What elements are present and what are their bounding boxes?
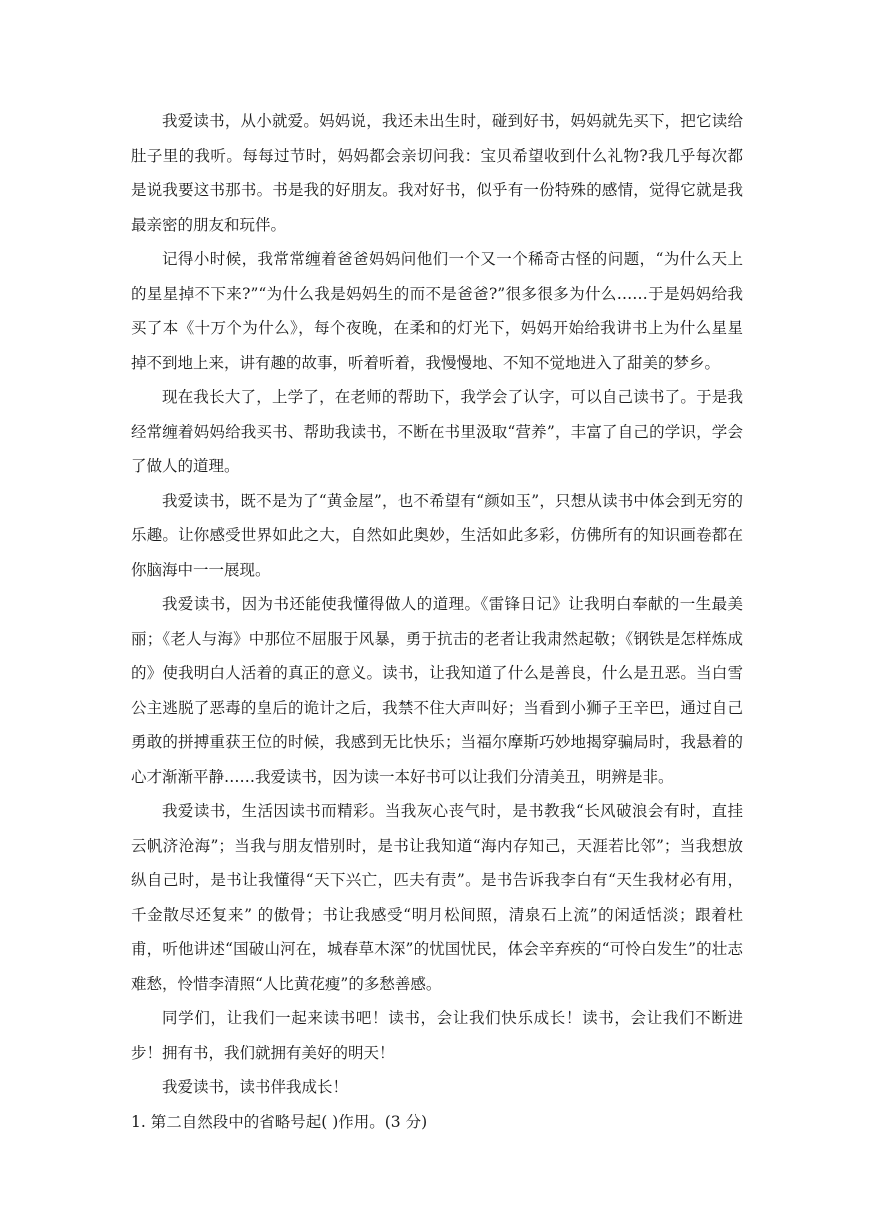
essay-body: [131, 104, 743, 1139]
paragraph-8: 我爱读书，读书伴我成长！: [162, 1078, 349, 1096]
paragraph-5: 我爱读书，因为书还能使我懂得做人的道理。《雷锋日记》让我明白奉献的一生最美丽；《老人与海》中那位不屈服于风暴，勇于抗击的老者让我肃然起敬；《钢铁是怎样炼成的》使我明白人活着的真正的意义。读书，让我知道了什么是善良，什么是丑恶。当白雪公主逃脱了恶毒的皇后的诡计之后，我禁不住大声叫好；当看到小狮子王辛巴，通过自己勇敢的拼搏重获王位的时候，我感到无比快乐；当福尔摩斯巧妙地揭穿骗局时，我悬着的心才渐渐平静……我爱读书，因为读一本好书可以让我们分清美丑，明辨是非。: [131, 595, 743, 786]
question-1: 1. 第二自然段中的省略号起( )作用。(3 分): [131, 1112, 428, 1131]
paragraph-2: 记得小时候，我常常缠着爸爸妈妈问他们一个又一个稀奇古怪的问题，“为什么天上的星星掉不下来?”“为什么我是妈妈生的而不是爸爸?”很多很多为什么……于是妈妈给我买了本《十万个为什么》，每个夜晚，在柔和的灯光下，妈妈开始给我讲书上为什么星星掉不到地上来，讲有趣的故事，听着听着，我慢慢地、不知不觉地进入了甜美的梦乡。: [131, 250, 743, 372]
paragraph-3: 现在我长大了，上学了，在老师的帮助下，我学会了认字，可以自己读书了。于是我经常缠着妈妈给我买书、帮助我读书，不断在书里汲取“营养”，丰富了自己的学识，学会了做人的道理。: [131, 388, 743, 475]
paragraph-1: 我爱读书，从小就爱。妈妈说，我还未出生时，碰到好书，妈妈就先买下，把它读给肚子里的我听。每每过节时，妈妈都会亲切问我：宝贝希望收到什么礼物?我几乎每次都是说我要这书那书。书是我的好朋友。我对好书，似乎有一份特殊的感情，觉得它就是我最亲密的朋友和玩伴。: [131, 112, 743, 234]
paragraph-4: 我爱读书，既不是为了“黄金屋”，也不希望有“颜如玉”，只想从读书中体会到无穷的乐趣。让你感受世界如此之大，自然如此奥妙，生活如此多彩，仿佛所有的知识画卷都在你脑海中一一展现。: [131, 491, 743, 579]
paragraph-6: 我爱读书，生活因读书而精彩。当我灰心丧气时，是书教我“长风破浪会有时，直挂云帆济沧海”；当我与朋友惜别时，是书让我知道“海内存知己，天涯若比邻”；当我想放纵自己时，是书让我懂得“天下兴亡，匹夫有责”。是书告诉我李白有“天生我材必有用，千金散尽还复来” 的傲骨；书让我感受“明月松间照，清泉石上流”的闲适恬淡；跟着杜甫，听他讲述“国破山河在，城春草木深”的忧国忧民，体会辛弃疾的“可怜白发生”的壮志难愁，怜惜李清照“人比黄花瘦”的多愁善感。: [131, 802, 743, 993]
paragraph-7: 同学们，让我们一起来读书吧！读书，会让我们快乐成长！读书，会让我们不断进步！拥有书，我们就拥有美好的明天！: [131, 1009, 743, 1062]
